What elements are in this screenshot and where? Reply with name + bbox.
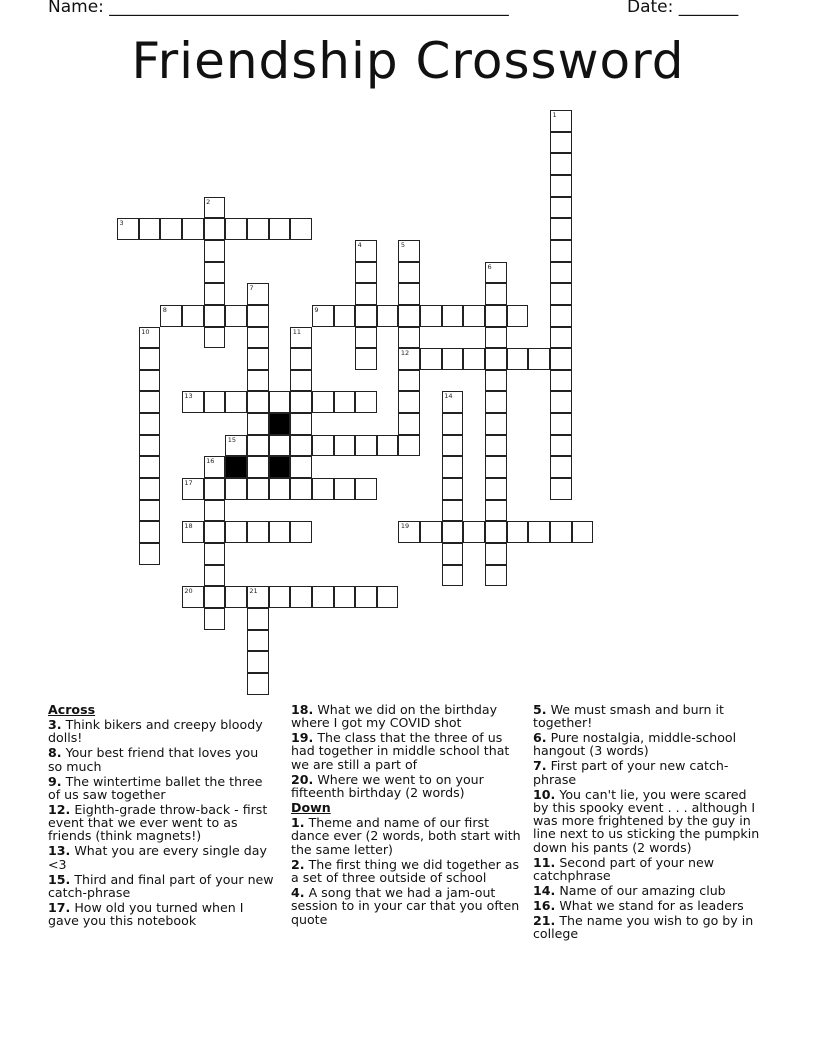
grid-cell[interactable] <box>204 521 226 543</box>
grid-cell[interactable] <box>247 608 269 630</box>
grid-cell[interactable] <box>485 521 507 543</box>
cell-number: 7 <box>249 284 254 293</box>
clue-text: Name of our amazing club <box>555 882 726 898</box>
grid-cell[interactable] <box>204 305 226 327</box>
clue-number: 21. <box>533 912 556 928</box>
grid-cell[interactable] <box>550 391 572 413</box>
grid-cell[interactable] <box>485 565 507 587</box>
clue-text: A song that we had a jam-out session to in your car that you often quote <box>291 884 520 927</box>
grid-cell[interactable] <box>398 413 420 435</box>
clue-down-7 <box>533 759 761 786</box>
grid-cell[interactable] <box>247 651 269 673</box>
cell-number: 18 <box>184 522 193 531</box>
grid-cell[interactable] <box>182 521 204 543</box>
clues-column-2 <box>291 701 523 926</box>
grid-cell[interactable] <box>377 586 399 608</box>
clue-text: Think bikers and creepy bloody dolls! <box>48 716 263 746</box>
cell-number: 19 <box>400 522 410 531</box>
clue-number: 20. <box>291 771 314 787</box>
grid-cell[interactable] <box>312 478 334 500</box>
grid-cell[interactable] <box>485 283 507 305</box>
clue-text: First part of your new catch-phrase <box>533 758 729 787</box>
clue-down-6 <box>533 731 761 758</box>
across-list-part1 <box>48 718 276 928</box>
grid-cell[interactable] <box>550 218 572 240</box>
grid-cell[interactable] <box>442 435 464 457</box>
date-label: Date: <box>627 0 674 17</box>
cell-number: 1 <box>552 111 557 119</box>
clue-number: 6. <box>533 729 547 745</box>
clue-down-14 <box>533 884 761 897</box>
name-label: Name: <box>48 0 104 17</box>
grid-cell[interactable] <box>139 500 161 522</box>
clue-number: 10. <box>533 786 556 802</box>
grid-cell[interactable] <box>182 305 204 327</box>
page-title: Friendship Crossword <box>131 32 685 90</box>
clue-down-16 <box>533 899 761 912</box>
grid-cell[interactable] <box>204 478 226 500</box>
grid-cell[interactable] <box>463 521 485 543</box>
cell-number: 11 <box>292 327 301 336</box>
grid-cell[interactable] <box>247 521 269 543</box>
name-blank[interactable]: _______________________________________________ <box>109 0 509 17</box>
grid-cell[interactable] <box>550 370 572 392</box>
grid-cell[interactable] <box>550 305 572 327</box>
clue-down-1 <box>291 816 523 856</box>
grid-cell[interactable] <box>355 348 377 370</box>
black-square <box>269 456 291 478</box>
grid-cell[interactable] <box>355 435 377 457</box>
clue-number: 7. <box>533 758 547 774</box>
grid-cell[interactable] <box>247 370 269 392</box>
clue-across-8 <box>48 746 276 773</box>
grid-cell[interactable] <box>507 305 529 327</box>
grid-cell[interactable] <box>485 413 507 435</box>
clue-across-18 <box>291 703 523 730</box>
grid-cell[interactable] <box>139 391 161 413</box>
grid-cell[interactable] <box>442 391 464 413</box>
grid-cell[interactable] <box>204 543 226 565</box>
cell-number: 4 <box>357 240 362 249</box>
cell-number: 6 <box>487 262 492 271</box>
cell-number: 16 <box>206 457 215 466</box>
grid-cell[interactable] <box>247 218 269 240</box>
grid-cell[interactable] <box>442 456 464 478</box>
grid-cell[interactable] <box>290 521 312 543</box>
clue-text: What you are every single day <3 <box>48 843 267 872</box>
grid-cell[interactable] <box>355 240 377 262</box>
grid-cell[interactable] <box>290 586 312 608</box>
grid-cell[interactable] <box>247 413 269 435</box>
grid-cell[interactable] <box>139 478 161 500</box>
grid-cell[interactable] <box>269 218 291 240</box>
clue-down-4 <box>291 886 523 926</box>
grid-cell[interactable] <box>485 348 507 370</box>
cell-number: 14 <box>444 392 453 401</box>
cell-number: 2 <box>206 197 211 206</box>
grid-cell[interactable] <box>247 305 269 327</box>
grid-cell[interactable] <box>442 305 464 327</box>
clue-number: 5. <box>533 701 547 717</box>
clues-column-3 <box>533 701 761 941</box>
grid-cell[interactable] <box>485 305 507 327</box>
grid-cell[interactable] <box>485 327 507 349</box>
grid-cell[interactable] <box>550 521 572 543</box>
grid-cell[interactable] <box>398 262 420 284</box>
grid-cell[interactable] <box>269 435 291 457</box>
grid-cell[interactable] <box>269 478 291 500</box>
clue-down-21 <box>533 914 761 941</box>
clue-text: Theme and name of our first dance ever (2 words, both start with the same letter) <box>291 815 521 857</box>
grid-cell[interactable] <box>182 586 204 608</box>
across-list-part2 <box>291 703 523 799</box>
grid-cell[interactable] <box>334 435 356 457</box>
clue-text: Where we went to on your fifteenth birthday (2 words) <box>291 771 484 800</box>
grid-cell[interactable] <box>355 391 377 413</box>
grid-cell[interactable] <box>139 435 161 457</box>
grid-cell[interactable] <box>550 413 572 435</box>
down-list-part2 <box>533 703 761 941</box>
grid-cell[interactable] <box>485 262 507 284</box>
grid-cell[interactable] <box>290 435 312 457</box>
grid-cell[interactable] <box>182 391 204 413</box>
grid-cell[interactable] <box>485 478 507 500</box>
clue-text: How old you turned when I gave you this notebook <box>48 899 244 929</box>
grid-cell[interactable] <box>204 500 226 522</box>
grid-cell[interactable] <box>398 283 420 305</box>
cell-number: 21 <box>249 587 258 596</box>
grid-cell[interactable] <box>204 565 226 587</box>
grid-cell[interactable] <box>355 283 377 305</box>
grid-cell[interactable] <box>334 586 356 608</box>
grid-cell[interactable] <box>139 413 161 435</box>
grid-cell[interactable] <box>507 348 529 370</box>
clue-number: 9. <box>48 773 62 789</box>
clue-down-5 <box>533 703 761 730</box>
black-square <box>225 456 247 478</box>
down-heading: Down <box>291 800 331 816</box>
grid-cell[interactable] <box>377 435 399 457</box>
clue-across-13 <box>48 844 276 871</box>
grid-cell[interactable] <box>182 218 204 240</box>
grid-cell[interactable] <box>550 348 572 370</box>
grid-cell[interactable] <box>355 478 377 500</box>
grid-cell[interactable] <box>204 218 226 240</box>
grid-cell[interactable] <box>139 543 161 565</box>
grid-cell[interactable] <box>550 175 572 197</box>
cell-number: 12 <box>400 349 410 358</box>
grid-cell[interactable] <box>334 305 356 327</box>
grid-cell[interactable] <box>485 543 507 565</box>
grid-cell[interactable] <box>420 521 442 543</box>
grid-cell[interactable] <box>204 586 226 608</box>
grid-cell[interactable] <box>247 348 269 370</box>
grid-cell[interactable] <box>355 262 377 284</box>
grid-cell[interactable] <box>398 305 420 327</box>
grid-cell[interactable] <box>550 240 572 262</box>
grid-cell[interactable] <box>160 218 182 240</box>
clue-number: 12. <box>48 801 71 817</box>
grid-cell[interactable] <box>398 348 420 370</box>
clue-down-10 <box>533 788 761 854</box>
grid-cell[interactable] <box>398 521 420 543</box>
grid-cell[interactable] <box>485 500 507 522</box>
grid-cell[interactable] <box>442 348 464 370</box>
grid-cell[interactable] <box>463 348 485 370</box>
clue-number: 17. <box>48 899 71 915</box>
clue-text: What we did on the birthday where I got my COVID shot <box>291 701 498 730</box>
grid-cell[interactable] <box>139 456 161 478</box>
cell-number: 17 <box>184 479 193 487</box>
grid-cell[interactable] <box>290 218 312 240</box>
grid-cell[interactable] <box>269 391 291 413</box>
grid-cell[interactable] <box>247 630 269 652</box>
grid-cell[interactable] <box>225 435 247 457</box>
grid-cell[interactable] <box>204 197 226 219</box>
grid-cell[interactable] <box>550 197 572 219</box>
clue-text: Your best friend that loves you so much <box>48 745 259 774</box>
clue-number: 13. <box>48 843 71 859</box>
cell-number: 13 <box>184 392 193 401</box>
grid-cell[interactable] <box>355 586 377 608</box>
grid-cell[interactable] <box>398 435 420 457</box>
grid-cell[interactable] <box>572 521 594 543</box>
grid-cell[interactable] <box>550 262 572 284</box>
grid-cell[interactable] <box>550 153 572 175</box>
grid-cell[interactable] <box>528 521 550 543</box>
grid-cell[interactable] <box>312 586 334 608</box>
grid-cell[interactable] <box>225 218 247 240</box>
grid-cell[interactable] <box>507 521 529 543</box>
grid-cell[interactable] <box>355 305 377 327</box>
grid-cell[interactable] <box>204 240 226 262</box>
clue-number: 18. <box>291 701 314 717</box>
grid-cell[interactable] <box>269 521 291 543</box>
grid-cell[interactable] <box>442 413 464 435</box>
grid-cell[interactable] <box>247 478 269 500</box>
grid-cell[interactable] <box>247 391 269 413</box>
cell-number: 3 <box>119 219 124 228</box>
grid-cell[interactable] <box>420 305 442 327</box>
clue-across-15 <box>48 873 276 900</box>
grid-cell[interactable] <box>463 305 485 327</box>
clue-across-20 <box>291 773 523 800</box>
grid-cell[interactable] <box>204 391 226 413</box>
clue-number: 14. <box>533 882 556 898</box>
clue-down-2 <box>291 858 523 885</box>
clue-across-17 <box>48 901 276 928</box>
clue-number: 16. <box>533 897 556 913</box>
clues-column-1 <box>48 701 276 928</box>
clue-text: The first thing we did together as a set of three outside of school <box>291 856 520 885</box>
grid-cell[interactable] <box>550 435 572 457</box>
grid-cell[interactable] <box>312 305 334 327</box>
grid-cell[interactable] <box>442 521 464 543</box>
grid-cell[interactable] <box>204 608 226 630</box>
grid-cell[interactable] <box>290 478 312 500</box>
cell-number: 8 <box>162 305 167 314</box>
grid-cell[interactable] <box>204 283 226 305</box>
grid-cell[interactable] <box>225 391 247 413</box>
cell-number: 5 <box>400 240 406 249</box>
black-square <box>269 413 291 435</box>
grid-cell[interactable] <box>204 456 226 478</box>
clue-number: 1. <box>291 815 305 831</box>
grid-cell[interactable] <box>420 348 442 370</box>
grid-cell[interactable] <box>269 586 291 608</box>
grid-cell[interactable] <box>398 327 420 349</box>
clue-text: What we stand for as leaders <box>555 897 744 913</box>
grid-cell[interactable] <box>334 478 356 500</box>
grid-cell[interactable] <box>117 218 139 240</box>
clue-number: 4. <box>291 884 305 900</box>
grid-cell[interactable] <box>550 478 572 500</box>
grid-cell[interactable] <box>225 305 247 327</box>
grid-cell[interactable] <box>485 456 507 478</box>
grid-cell[interactable] <box>139 370 161 392</box>
grid-cell[interactable] <box>225 478 247 500</box>
grid-cell[interactable] <box>550 110 572 132</box>
grid-cell[interactable] <box>290 327 312 349</box>
grid-cell[interactable] <box>442 500 464 522</box>
grid-cell[interactable] <box>550 132 572 154</box>
grid-cell[interactable] <box>485 370 507 392</box>
clue-text: We must smash and burn it together! <box>533 701 724 730</box>
clue-text: The name you wish to go by in college <box>533 912 754 942</box>
clue-number: 19. <box>291 729 314 745</box>
grid-cell[interactable] <box>442 478 464 500</box>
grid-cell[interactable] <box>550 456 572 478</box>
grid-cell[interactable] <box>247 327 269 349</box>
cell-number: 9 <box>314 305 319 314</box>
grid-cell[interactable] <box>290 348 312 370</box>
clue-across-19 <box>291 731 523 771</box>
grid-cell[interactable] <box>290 413 312 435</box>
clue-number: 8. <box>48 745 62 761</box>
grid-cell[interactable] <box>290 391 312 413</box>
grid-cell[interactable] <box>290 456 312 478</box>
grid-cell[interactable] <box>485 391 507 413</box>
clue-down-11 <box>533 856 761 883</box>
date-blank[interactable]: _______ <box>678 0 739 17</box>
grid-cell[interactable] <box>377 305 399 327</box>
grid-cell[interactable] <box>442 565 464 587</box>
clue-across-12 <box>48 803 276 843</box>
grid-cell[interactable] <box>334 391 356 413</box>
clue-text: Eighth-grade throw-back - first event that we ever went to as friends (think magnets!) <box>48 801 268 844</box>
grid-cell[interactable] <box>204 327 226 349</box>
cell-number: 15 <box>227 435 237 444</box>
grid-cell[interactable] <box>398 370 420 392</box>
grid-cell[interactable] <box>550 327 572 349</box>
grid-cell[interactable] <box>204 262 226 284</box>
grid-cell[interactable] <box>398 240 420 262</box>
clue-text: The wintertime ballet the three of us saw together <box>48 773 263 802</box>
grid-cell[interactable] <box>139 521 161 543</box>
clue-across-3 <box>48 718 276 745</box>
grid-cell[interactable] <box>225 586 247 608</box>
grid-cell[interactable] <box>247 435 269 457</box>
grid-cell[interactable] <box>528 348 550 370</box>
clue-number: 11. <box>533 854 556 870</box>
grid-cell[interactable] <box>355 327 377 349</box>
clue-number: 3. <box>48 716 62 732</box>
clue-text: Pure nostalgia, middle-school hangout (3 words) <box>533 729 737 759</box>
grid-cell[interactable] <box>312 435 334 457</box>
clue-text: The class that the three of us had together in middle school that we are still a part of <box>291 729 510 772</box>
cell-number: 10 <box>141 327 150 336</box>
grid-cell[interactable] <box>225 521 247 543</box>
clue-text: You can't lie, you were scared by this spooky event . . . although I was more frightened by the guy in line next to us sticking the pumpkin down his pants (2 words) <box>533 786 760 855</box>
grid-cell[interactable] <box>247 673 269 695</box>
grid-cell[interactable] <box>442 543 464 565</box>
clue-text: Third and final part of your new catch-phrase <box>48 871 274 900</box>
across-heading: Across <box>48 702 96 717</box>
grid-cell[interactable] <box>398 391 420 413</box>
grid-cell[interactable] <box>247 456 269 478</box>
down-list-part1 <box>291 816 523 926</box>
grid-cell[interactable] <box>139 348 161 370</box>
grid-cell[interactable] <box>247 586 269 608</box>
clue-number: 2. <box>291 856 305 872</box>
grid-cell[interactable] <box>139 218 161 240</box>
cell-number: 20 <box>184 587 193 596</box>
grid-cell[interactable] <box>182 478 204 500</box>
grid-cell[interactable] <box>247 283 269 305</box>
grid-cell[interactable] <box>485 435 507 457</box>
grid-cell[interactable] <box>550 283 572 305</box>
grid-cell[interactable] <box>139 327 161 349</box>
clue-number: 15. <box>48 871 71 887</box>
clue-across-9 <box>48 775 276 802</box>
grid-cell[interactable] <box>312 391 334 413</box>
grid-cell[interactable] <box>160 305 182 327</box>
clue-text: Second part of your new catchphrase <box>533 854 714 883</box>
grid-cell[interactable] <box>290 370 312 392</box>
